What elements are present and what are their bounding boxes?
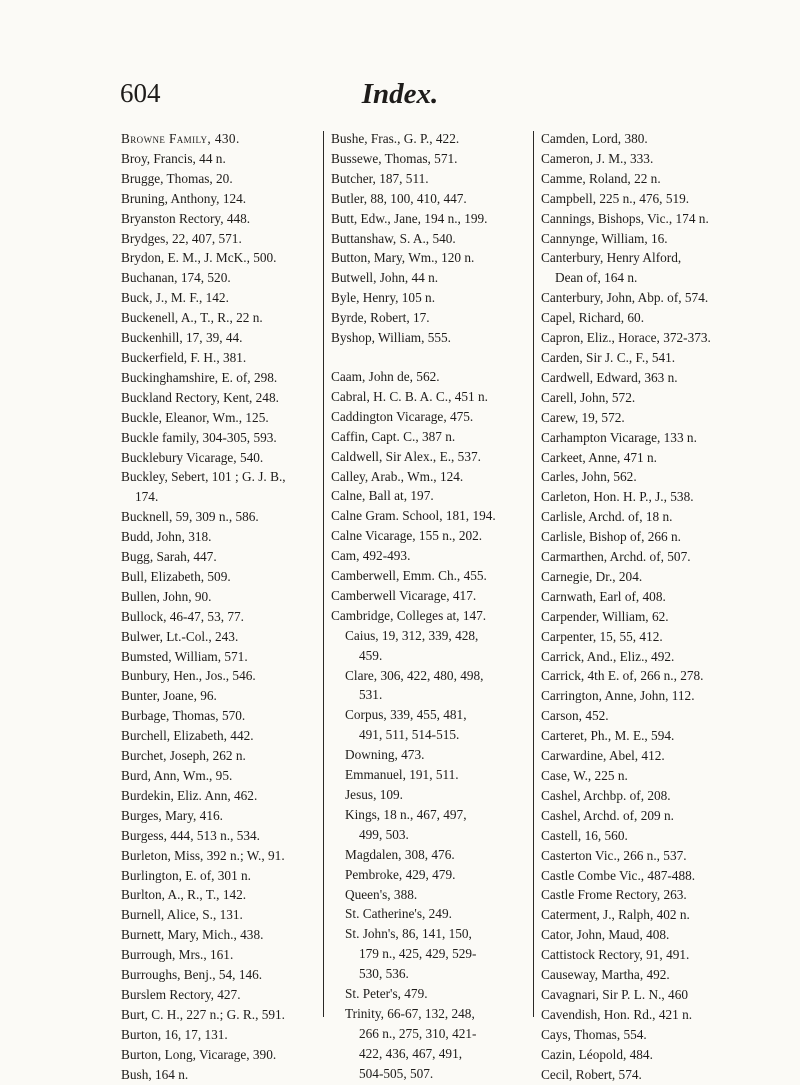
index-entry: Carpenter, 15, 55, 412. [541,628,663,644]
index-entry: Bunbury, Hen., Jos., 546. [121,668,256,684]
index-entry: Burleton, Miss, 392 n.; W., 91. [121,847,285,863]
index-entry: Bulwer, Lt.-Col., 243. [121,628,239,644]
column-divider [323,131,324,1017]
index-entry: Canterbury, Henry Alford, [541,250,682,266]
index-entry: Calley, Arab., Wm., 124. [331,468,464,484]
index-entry: Burchell, Elizabeth, 442. [121,728,254,744]
index-entry: Cator, John, Maud, 408. [541,927,670,943]
index-entry: St. John's, 86, 141, 150, [345,926,472,942]
index-entry: Bunter, Joane, 96. [121,688,217,704]
index-entry: 422, 436, 467, 491, [359,1045,463,1061]
index-entry: Bushe, Fras., G. P., 422. [331,131,460,146]
index-entry: 179 n., 425, 429, 529- [359,946,477,962]
index-entry: Carrick, 4th E. of, 266 n., 278. [541,668,704,684]
index-entry: Cannynge, William, 16. [541,230,668,246]
index-entry: Byle, Henry, 105 n. [331,290,436,306]
index-entry: Bruning, Anthony, 124. [121,190,247,206]
index-entry: Buckerfield, F. H., 381. [121,349,247,365]
index-entry: Byrde, Robert, 17. [331,310,430,326]
index-entry: Butcher, 187, 511. [331,170,429,186]
column-divider [533,131,534,1017]
index-entry: Causeway, Martha, 492. [541,967,670,983]
index-entry: Bush, 164 n. [121,1066,189,1082]
index-entry: Carell, John, 572. [541,389,636,405]
index-entry: Bullock, 46-47, 53, 77. [121,608,244,624]
index-entry: Burdekin, Eliz. Ann, 462. [121,787,258,803]
page-title: Index. [361,78,439,110]
index-entry: Broy, Francis, 44 n. [121,150,226,166]
index-entry: 499, 503. [359,826,409,842]
index-entry: Clare, 306, 422, 480, 498, [345,667,484,683]
index-entry: Dean of, 164 n. [555,270,638,286]
index-entry: St. Peter's, 479. [345,986,428,1002]
index-entry: Burton, Long, Vicarage, 390. [121,1046,277,1062]
index-entry: Burrough, Mrs., 161. [121,947,234,963]
index-entry: Bugg, Sarah, 447. [121,549,217,565]
index-entry: Casterton Vic., 266 n., 537. [541,847,687,863]
index-columns [121,129,721,1082]
index-entry: Carew, 19, 572. [541,409,625,425]
index-entry: Queen's, 388. [345,886,418,902]
index-entry: Buckinghamshire, E. of, 298. [121,369,278,385]
index-entry: Caius, 19, 312, 339, 428, [345,627,479,643]
index-entry: Carlisle, Archd. of, 18 n. [541,509,673,525]
index-entry: Brugge, Thomas, 20. [121,170,233,186]
index-entry: Burlton, A., R., T., 142. [121,887,247,903]
index-entry: Emmanuel, 191, 511. [345,767,459,783]
index-entry: Burchet, Joseph, 262 n. [121,748,246,764]
index-entry: Carteret, Ph., M. E., 594. [541,728,675,744]
index-entry: Buckland Rectory, Kent, 248. [121,389,279,405]
index-column-1 [121,129,307,1082]
index-entry: Caldwell, Sir Alex., E., 537. [331,448,481,464]
index-entry: Caterment, J., Ralph, 402 n. [541,907,690,923]
index-entry: Buckley, Sebert, 101 ; G. J. B., [121,469,286,485]
index-entry: Downing, 473. [345,747,425,763]
index-entry: Burt, C. H., 227 n.; G. R., 591. [121,1006,286,1022]
index-entry: Corpus, 339, 455, 481, [345,707,467,723]
index-entry: Bryanston Rectory, 448. [121,210,251,226]
index-entry: Brydon, E. M., J. McK., 500. [121,250,277,266]
index-entry: Burnett, Mary, Mich., 438. [121,927,264,943]
index-entry: Camberwell, Emm. Ch., 455. [331,568,487,584]
index-entry: Cardwell, Edward, 363 n. [541,369,678,385]
index-entry: Carnegie, Dr., 204. [541,568,643,584]
index-entry: Bucklebury Vicarage, 540. [121,449,264,465]
index-entry: Burlington, E. of, 301 n. [121,867,252,883]
index-entry: Caddington Vicarage, 475. [331,408,474,424]
index-entry: Carpender, William, 62. [541,608,669,624]
index-entry: Cays, Thomas, 554. [541,1026,647,1042]
index-entry: Bucknell, 59, 309 n., 586. [121,509,259,525]
index-entry: Butler, 88, 100, 410, 447. [331,190,467,206]
index-entry: Burgess, 444, 513 n., 534. [121,827,261,843]
index-entry: Buckle, Eleanor, Wm., 125. [121,409,269,425]
index-entry: Campbell, 225 n., 476, 519. [541,190,690,206]
index-entry: Cannings, Bishops, Vic., 174 n. [541,210,709,226]
index-column-2 [331,129,515,1081]
index-entry: Caffin, Capt. C., 387 n. [331,428,456,444]
index-entry: Cameron, J. M., 333. [541,150,654,166]
index-entry: Buckenell, A., T., R., 22 n. [121,310,263,326]
index-entry: Cavagnari, Sir P. L. N., 460 [541,986,688,1002]
index-entry: Carson, 452. [541,708,609,724]
index-entry: Carmarthen, Archd. of, 507. [541,549,691,565]
index-entry: Burton, 16, 17, 131. [121,1026,228,1042]
index-entry: Butwell, John, 44 n. [331,270,439,286]
index-entry: Burbage, Thomas, 570. [121,708,246,724]
index-entry: Kings, 18 n., 467, 497, [345,806,467,822]
index-entry: Carlisle, Bishop of, 266 n. [541,529,681,545]
index-entry: Bussewe, Thomas, 571. [331,150,458,166]
index-entry: Carden, Sir J. C., F., 541. [541,349,676,365]
index-entry: Carrick, And., Eliz., 492. [541,648,675,664]
index-entry: Butt, Edw., Jane, 194 n., 199. [331,210,488,226]
index-entry: Cattistock Rectory, 91, 491. [541,947,690,963]
index-entry: 504-505, 507. [359,1065,434,1081]
index-entry: Burroughs, Benj., 54, 146. [121,967,263,983]
index-entry: Bullen, John, 90. [121,588,212,604]
index-entry: Burslem Rectory, 427. [121,986,241,1002]
page-header [0,78,800,118]
index-entry: Calne, Ball at, 197. [331,488,434,504]
index-entry: Carleton, Hon. H. P., J., 538. [541,489,694,505]
index-entry: 530, 536. [359,966,409,982]
index-entry: Camme, Roland, 22 n. [541,170,661,186]
index-entry: 459. [359,647,383,663]
index-entry: Burges, Mary, 416. [121,807,223,823]
index-entry: Cabral, H. C. B. A. C., 451 n. [331,388,488,404]
index-entry: Castle Combe Vic., 487-488. [541,867,696,883]
index-entry: Carwardine, Abel, 412. [541,748,665,764]
index-entry: Calne Vicarage, 155 n., 202. [331,528,483,544]
index-entry: Trinity, 66-67, 132, 248, [345,1005,475,1021]
index-entry: Burnell, Alice, S., 131. [121,907,243,923]
index-entry: Capel, Richard, 60. [541,310,645,326]
index-entry: Caam, John de, 562. [331,368,440,384]
index-entry: Calne Gram. School, 181, 194. [331,508,496,524]
page-number: 604 [120,78,161,108]
index-entry: Carnwath, Earl of, 408. [541,588,666,604]
index-entry: Jesus, 109. [345,787,403,802]
index-entry: Carhampton Vicarage, 133 n. [541,429,697,445]
index-entry: Buttanshaw, S. A., 540. [331,230,456,246]
index-entry: Brydges, 22, 407, 571. [121,230,242,246]
index-entry: St. Catherine's, 249. [345,906,452,922]
index-entry: Canterbury, John, Abp. of, 574. [541,290,709,306]
index-entry: Pembroke, 429, 479. [345,866,456,882]
index-entry: Cecil, Robert, 574. [541,1066,642,1082]
index-entry: Castle Frome Rectory, 263. [541,887,687,903]
index-entry: Cashel, Archd. of, 209 n. [541,807,674,823]
index-entry: Carrington, Anne, John, 112. [541,688,695,704]
index-entry: Budd, John, 318. [121,529,212,545]
index-entry: Burd, Ann, Wm., 95. [121,768,233,783]
index-entry: Buckenhill, 17, 39, 44. [121,330,243,346]
index-entry: 531. [359,687,383,703]
index-entry: Case, W., 225 n. [541,768,628,783]
index-entry: 491, 511, 514-515. [359,727,460,743]
index-entry: Buchanan, 174, 520. [121,270,231,286]
index-entry: Buckle family, 304-305, 593. [121,429,277,445]
index-entry: 266 n., 275, 310, 421- [359,1025,477,1041]
index-entry: Camden, Lord, 380. [541,131,648,146]
index-entry: Cashel, Archbp. of, 208. [541,787,671,803]
index-entry: Cam, 492-493. [331,548,411,564]
index-entry: 174. [135,489,159,505]
index-entry: Capron, Eliz., Horace, 372-373. [541,330,711,346]
index-entry: Carles, John, 562. [541,469,637,485]
index-entry: Cazin, Léopold, 484. [541,1046,653,1062]
index-column-3 [541,129,721,1082]
index-entry: Magdalen, 308, 476. [345,846,455,862]
index-entry: Cambridge, Colleges at, 147. [331,607,487,623]
index-entry: Castell, 16, 560. [541,827,628,843]
index-entry: Carkeet, Anne, 471 n. [541,449,657,465]
index-entry: Buck, J., M. F., 142. [121,290,229,306]
index-entry: Cavendish, Hon. Rd., 421 n. [541,1006,693,1022]
index-entry: Button, Mary, Wm., 120 n. [331,250,475,266]
index-entry: Byshop, William, 555. [331,330,452,346]
index-entry: Bull, Elizabeth, 509. [121,568,231,584]
index-entry: Camberwell Vicarage, 417. [331,587,477,603]
index-entry: Browne Family, 430. [121,131,240,146]
index-entry: Bumsted, William, 571. [121,648,248,664]
